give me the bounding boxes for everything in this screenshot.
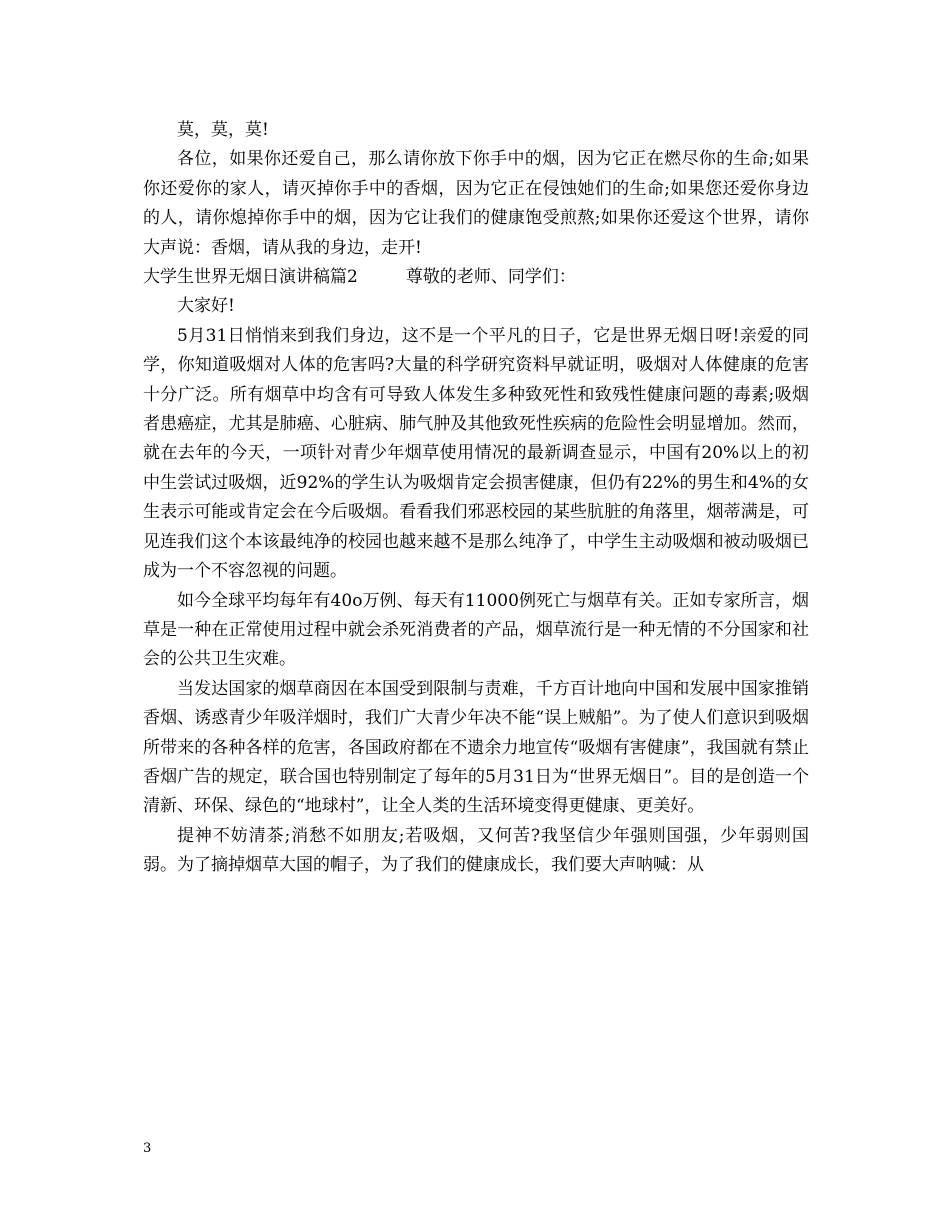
paragraph-tobacco-companies: 当发达国家的烟草商因在本国受到限制与责难，千方百计地向中国和发展中国家推销香烟、诱惑青少年吸洋烟时，我们广大青少年决不能“误上贼船”。为了使人们意识到吸烟所带来的各种各样的危害，各国政府都在不遗余力地宣传“吸烟有害健康”，我国就有禁止香烟广告的规定，联合国也特别制定了每年的5月31日为“世界无烟日”。目的是创造一个清新、环保、绿色的“地球村”，让全人类的生活环境变得更健康、更美好。 — [143, 678, 809, 817]
section-title: 大学生世界无烟日演讲稿篇2 — [143, 267, 358, 288]
paragraph-mo: 莫，莫，莫! — [177, 120, 269, 140]
section-heading — [143, 263, 809, 292]
paragraph-no-tobacco-day: 5月31日悄悄来到我们身边，这不是一个平凡的日子，它是世界无烟日呀!亲爱的同学，你知道吸烟对人体的危害吗?大量的科学研究资料早就证明，吸烟对人体健康的危害十分广泛。所有烟草中均含有可导致人体发生多种致死性和致残性健康问题的毒素;吸烟者患癌症，尤其是肺癌、心脏病、肺气肿及其他致死性疾病的危险性会明显增加。然而，就在去年的今天，一项针对青少年烟草使用情况的最新调查显示，中国有20%以上的初中生尝试过吸烟，近92%的学生认为吸烟肯定会损害健康，但仍有22%的男生和4%的女生表示可能或肯定会在今后吸烟。看看我们邪恶校园的某些肮脏的角落里，烟蒂满是，可见连我们这个本该最纯净的校园也越来越不是那么纯净了，中学生主动吸烟和被动吸烟已成为一个不容忽视的问题。 — [143, 325, 809, 582]
paragraph-greeting: 大家好! — [177, 296, 235, 317]
salutation: 尊敬的老师、同学们： — [405, 267, 576, 288]
page-number: 3 — [143, 1141, 152, 1156]
paragraph-appeal: 各位，如果你还爱自己，那么请你放下你手中的烟，因为它正在燃尽你的生命;如果你还爱你的家人，请灭掉你手中的香烟，因为它正在侵蚀她们的生命;如果您还爱你身边的人，请你熄掉你手中的烟，因为它让我们的健康饱受煎熬;如果你还爱这个世界，请你大声说：香烟，请从我的身边，走开! — [143, 149, 809, 258]
paragraph-call-to-action: 提神不妨清茶;消愁不如朋友;若吸烟，又何苦?我坚信少年强则国强，少年弱则国弱。为了摘掉烟草大国的帽子，为了我们的健康成长，我们要大声呐喊：从 — [143, 825, 809, 876]
paragraph-global-deaths: 如今全球平均每年有40o万例、每天有11000例死亡与烟草有关。正如专家所言，烟草是一种在正常使用过程中就会杀死消费者的产品，烟草流行是一种无情的不分国家和社会的公共卫生灾难。 — [143, 590, 809, 670]
body-text — [143, 116, 809, 881]
